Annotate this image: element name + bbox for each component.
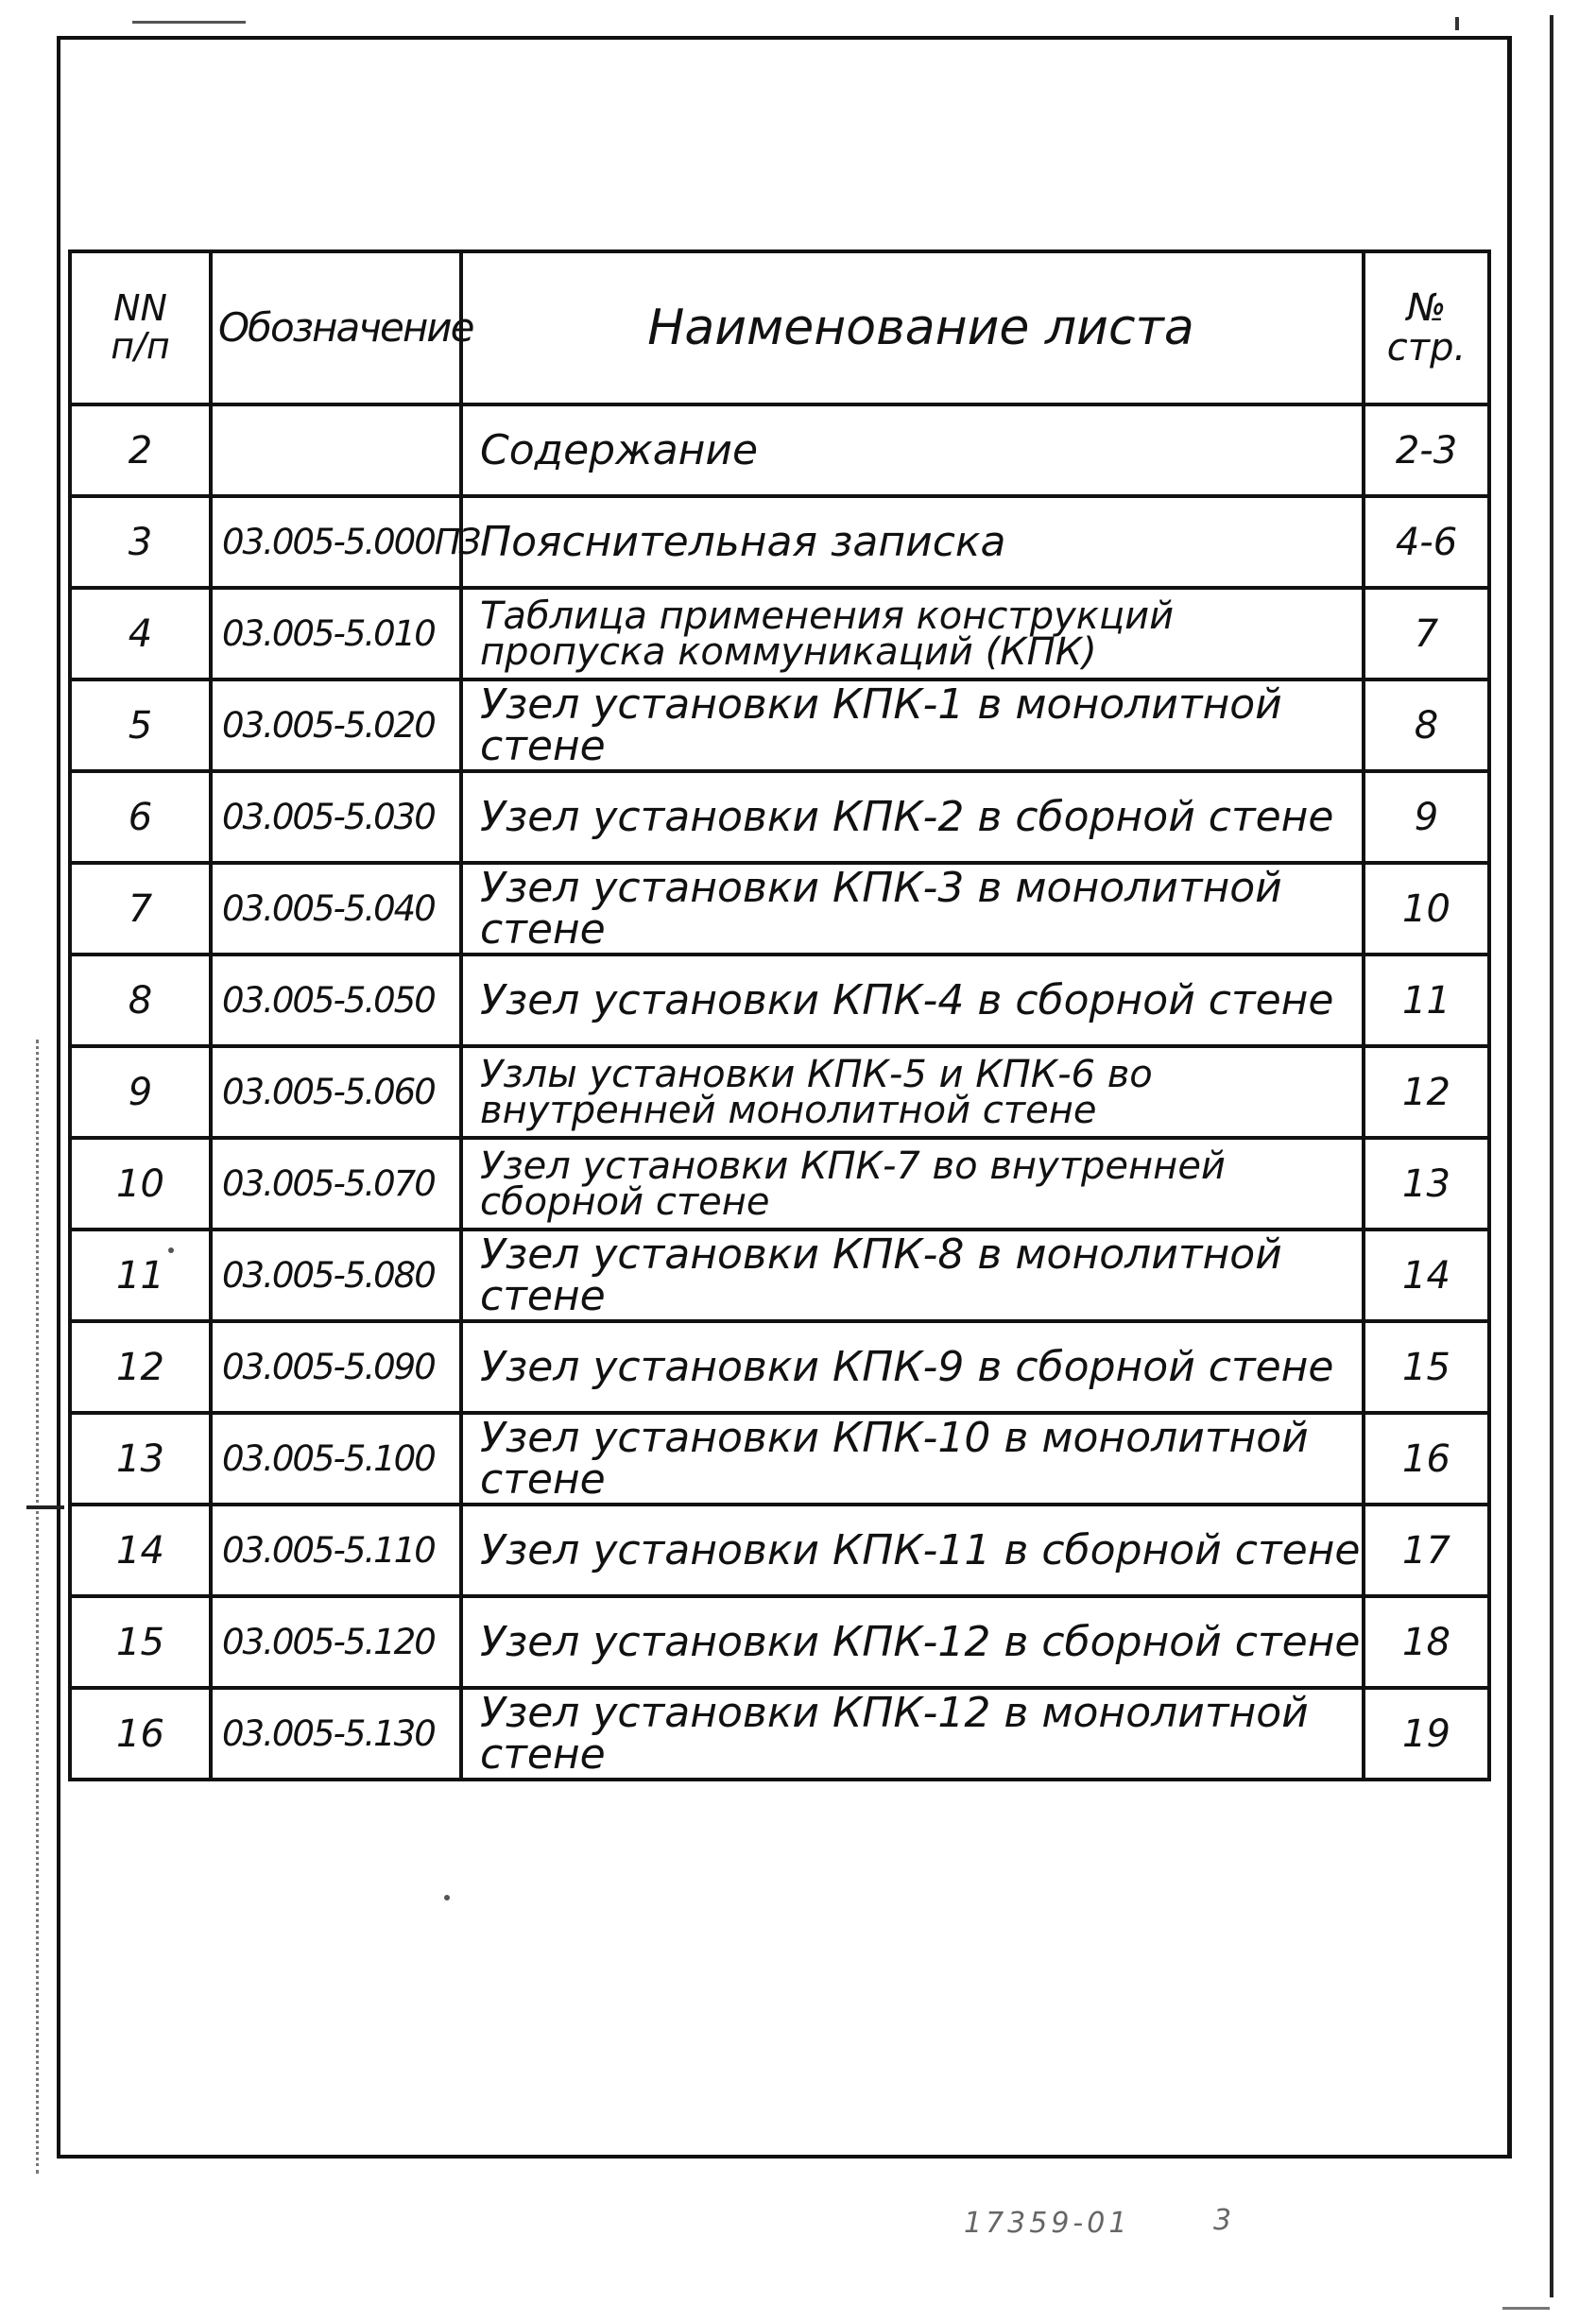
row-number: 3 (70, 496, 211, 588)
table-row (70, 496, 1489, 588)
row-sheet-title: Узел установки КПК-12 в сборной стене (461, 1596, 1364, 1688)
row-number: 8 (70, 955, 211, 1046)
frame-top-tick (1455, 17, 1459, 30)
table-row (70, 771, 1489, 863)
row-page: 11 (1364, 955, 1489, 1046)
row-number: 9 (70, 1046, 211, 1138)
row-number: 16 (70, 1688, 211, 1780)
row-number: 6 (70, 771, 211, 863)
row-page: 15 (1364, 1321, 1489, 1413)
row-sheet-title: Узел установки КПК-4 в сборной стене (461, 955, 1364, 1046)
row-page: 17 (1364, 1505, 1489, 1596)
table-row (70, 1688, 1489, 1780)
table-row (70, 863, 1489, 955)
row-sheet-title: Узел установки КПК-9 в сборной стене (461, 1321, 1364, 1413)
row-designation: 03.005-5.110 (211, 1505, 461, 1596)
row-page: 8 (1364, 679, 1489, 771)
row-sheet-title: Узел установки КПК-2 в сборной стене (461, 771, 1364, 863)
row-designation: 03.005-5.010 (211, 588, 461, 679)
row-number: 14 (70, 1505, 211, 1596)
row-sheet-title: Содержание (461, 404, 1364, 496)
row-designation: 03.005-5.020 (211, 679, 461, 771)
corner-mark (1502, 2307, 1550, 2310)
row-designation: 03.005-5.070 (211, 1138, 461, 1230)
row-number: 5 (70, 679, 211, 771)
header-page-line2: стр. (1386, 326, 1467, 370)
row-sheet-title: Узлы установки КПК-5 и КПК-6 во внутренней монолитной стене (461, 1046, 1364, 1138)
archive-stamp-code: 17359-01 (964, 2207, 1131, 2240)
row-number: 12 (70, 1321, 211, 1413)
table-row (70, 588, 1489, 679)
row-page: 16 (1364, 1413, 1489, 1505)
row-number: 7 (70, 863, 211, 955)
row-sheet-title: Узел установки КПК-10 в монолитной стене (461, 1413, 1364, 1505)
table-row (70, 1046, 1489, 1138)
header-number-line1: NN (113, 287, 167, 330)
row-designation: 03.005-5.120 (211, 1596, 461, 1688)
table-row (70, 404, 1489, 496)
row-designation: 03.005-5.040 (211, 863, 461, 955)
frame-top-mark (132, 21, 246, 24)
row-number: 15 (70, 1596, 211, 1688)
row-page: 13 (1364, 1138, 1489, 1230)
frame-left-tick (26, 1505, 64, 1509)
row-page: 4-6 (1364, 496, 1489, 588)
table-row (70, 1505, 1489, 1596)
row-sheet-title: Таблица применения конструкций пропуска коммуникаций (КПК) (461, 588, 1364, 679)
header-number (70, 251, 211, 404)
scan-speck (444, 1895, 450, 1901)
row-number: 2 (70, 404, 211, 496)
archive-stamp-page: 3 (1213, 2204, 1232, 2237)
table-row (70, 1596, 1489, 1688)
header-designation: Обозначение (211, 251, 461, 404)
row-sheet-title: Узел установки КПК-11 в сборной стене (461, 1505, 1364, 1596)
row-page: 14 (1364, 1230, 1489, 1321)
table-body (70, 404, 1489, 1780)
row-designation: 03.005-5.030 (211, 771, 461, 863)
row-sheet-title: Узел установки КПК-3 в монолитной стене (461, 863, 1364, 955)
row-page: 7 (1364, 588, 1489, 679)
table-row (70, 1321, 1489, 1413)
row-number: 13 (70, 1413, 211, 1505)
row-number: 10 (70, 1138, 211, 1230)
frame-outer-edge (1550, 15, 1553, 2297)
row-number: 11 (70, 1230, 211, 1321)
header-number-line2: п/п (111, 325, 170, 367)
row-page: 18 (1364, 1596, 1489, 1688)
row-page: 19 (1364, 1688, 1489, 1780)
row-sheet-title: Узел установки КПК-7 во внутренней сборной стене (461, 1138, 1364, 1230)
header-page (1364, 251, 1489, 404)
row-page: 2-3 (1364, 404, 1489, 496)
row-designation: 03.005-5.090 (211, 1321, 461, 1413)
row-designation (211, 404, 461, 496)
row-sheet-title: Узел установки КПК-12 в монолитной стене (461, 1688, 1364, 1780)
row-page: 10 (1364, 863, 1489, 955)
row-designation: 03.005-5.060 (211, 1046, 461, 1138)
table-row (70, 1413, 1489, 1505)
binding-margin-dashes (36, 1040, 42, 2174)
row-designation: 03.005-5.130 (211, 1688, 461, 1780)
table-row (70, 679, 1489, 771)
row-sheet-title: Узел установки КПК-8 в монолитной стене (461, 1230, 1364, 1321)
row-designation: 03.005-5.100 (211, 1413, 461, 1505)
row-number: 4 (70, 588, 211, 679)
row-designation: 03.005-5.000ПЗ (211, 496, 461, 588)
contents-table (68, 249, 1491, 1781)
row-page: 9 (1364, 771, 1489, 863)
header-page-line1: № (1406, 286, 1447, 330)
row-page: 12 (1364, 1046, 1489, 1138)
row-designation: 03.005-5.050 (211, 955, 461, 1046)
row-sheet-title: Узел установки КПК-1 в монолитной стене (461, 679, 1364, 771)
table-row (70, 1138, 1489, 1230)
row-designation: 03.005-5.080 (211, 1230, 461, 1321)
table-header-row (70, 251, 1489, 404)
header-sheet-title: Наименование листа (461, 251, 1364, 404)
table-row (70, 1230, 1489, 1321)
table-row (70, 955, 1489, 1046)
row-sheet-title: Пояснительная записка (461, 496, 1364, 588)
